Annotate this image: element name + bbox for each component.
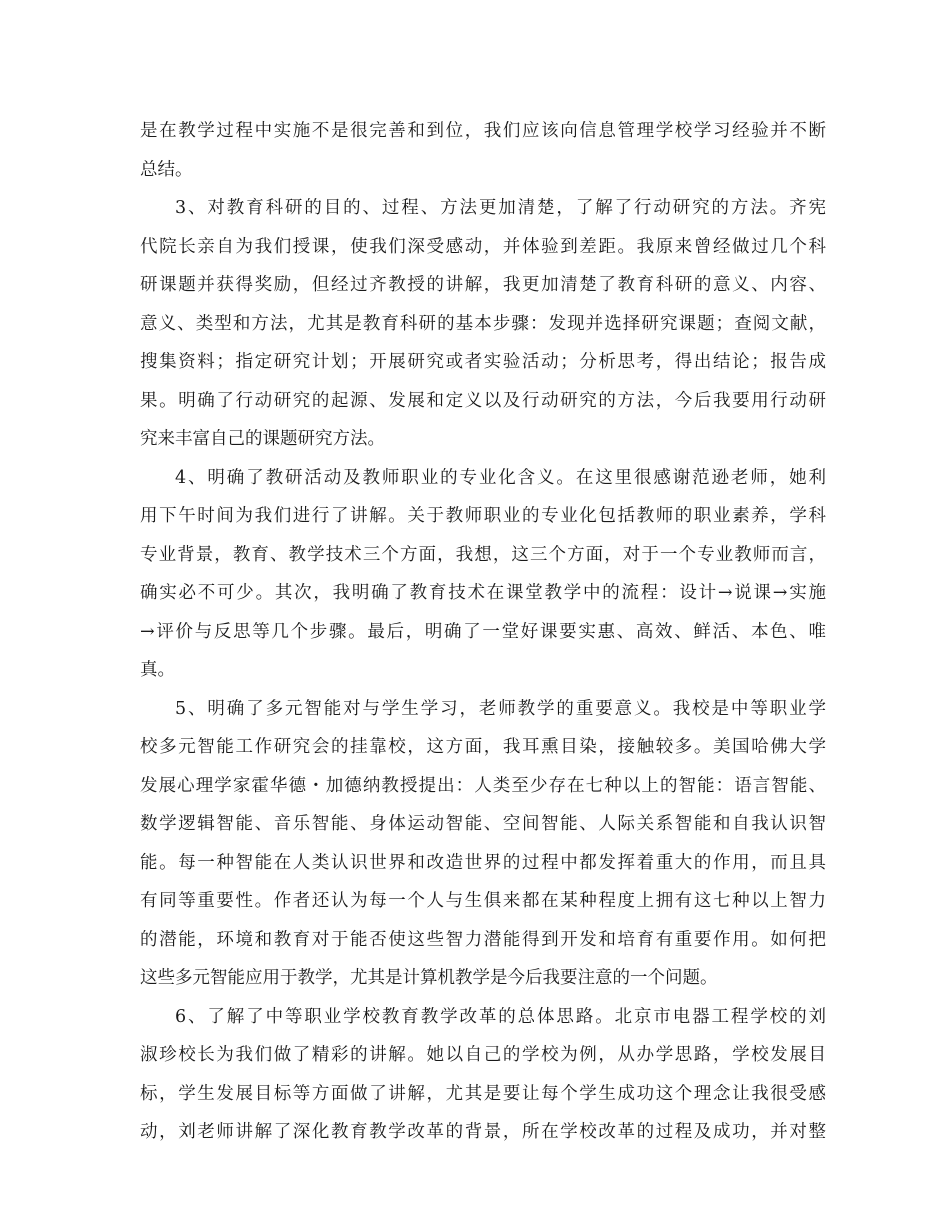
- text-line: 果。明确了行动研究的起源、发展和定义以及行动研究的方法，今后我要用行动研: [140, 390, 826, 411]
- text-line: 研课题并获得奖励，但经过齐教授的讲解，我更加清楚了教育科研的意义、内容、: [140, 275, 826, 295]
- text-line: 淑珍校长为我们做了精彩的讲解。她以自己的学校为例，从办学思路，学校发展目: [140, 1045, 826, 1065]
- paragraph-4-heading-line: 4、明确了教研活动及教师职业的专业化含义。在这里很感谢范逊老师，她利: [175, 467, 826, 488]
- text-line: 数学逻辑智能、音乐智能、身体运动智能、空间智能、人际关系智能和自我认识智: [140, 814, 826, 834]
- text-line: →评价与反思等几个步骤。最后，明确了一堂好课要实惠、高效、鲜活、本色、唯: [140, 621, 826, 642]
- text-line: 代院长亲自为我们授课，使我们深受感动，并体验到差距。我原来曾经做过几个科: [140, 236, 826, 257]
- text-line: 发展心理学家霍华德・加德纳教授提出：人类至少存在七种以上的智能：语言智能、: [140, 775, 826, 796]
- paragraph-5-heading-line: 5、明确了多元智能对与学生学习，老师教学的重要意义。我校是中等职业学: [175, 698, 826, 719]
- text-line: 究来丰富自己的课题研究方法。: [140, 429, 385, 449]
- text-line: 用下午时间为我们进行了讲解。关于教师职业的专业化包括教师的职业素养，学科: [140, 506, 826, 526]
- text-line: 搜集资料；指定研究计划；开展研究或者实验活动；分析思考，得出结论；报告成: [140, 352, 826, 372]
- document-body: [140, 112, 826, 1152]
- text-line: 有同等重要性。作者还认为每一个人与生俱来都在某种程度上拥有这七种以上智力: [140, 891, 826, 911]
- text-line: 意义、类型和方法，尤其是教育科研的基本步骤：发现并选择研究课题；查阅文献，: [140, 313, 826, 334]
- text-line: 总结。: [140, 159, 193, 180]
- text-line: 校多元智能工作研究会的挂靠校，这方面，我耳熏目染，接触较多。美国哈佛大学: [140, 737, 826, 757]
- text-line: 标，学生发展目标等方面做了讲解，尤其是要让每个学生成功这个理念让我很受感: [140, 1083, 826, 1104]
- text-line: 真。: [140, 660, 175, 680]
- text-line: 确实必不可少。其次，我明确了教育技术在课堂教学中的流程：设计→说课→实施: [140, 583, 826, 603]
- text-line: 的潜能，环境和教育对于能否使这些智力潜能得到开发和培育有重要作用。如何把: [140, 929, 826, 950]
- text-line: 动，刘老师讲解了深化教育教学改革的背景，所在学校改革的过程及成功，并对整: [140, 1122, 826, 1142]
- text-line: 专业背景，教育、教学技术三个方面，我想，这三个方面，对于一个专业教师而言，: [140, 544, 826, 565]
- paragraph-3-heading-line: 3、对教育科研的目的、过程、方法更加清楚，了解了行动研究的方法。齐宪: [175, 198, 826, 218]
- text-line: 能。每一种智能在人类认识世界和改造世界的过程中都发挥着重大的作用，而且具: [140, 852, 826, 873]
- paragraph-6-heading-line: 6、了解了中等职业学校教育教学改革的总体思路。北京市电器工程学校的刘: [175, 1006, 826, 1027]
- text-line: 是在教学过程中实施不是很完善和到位，我们应该向信息管理学校学习经验并不断: [140, 121, 826, 141]
- text-line: 这些多元智能应用于教学，尤其是计算机教学是今后我要注意的一个问题。: [140, 968, 718, 988]
